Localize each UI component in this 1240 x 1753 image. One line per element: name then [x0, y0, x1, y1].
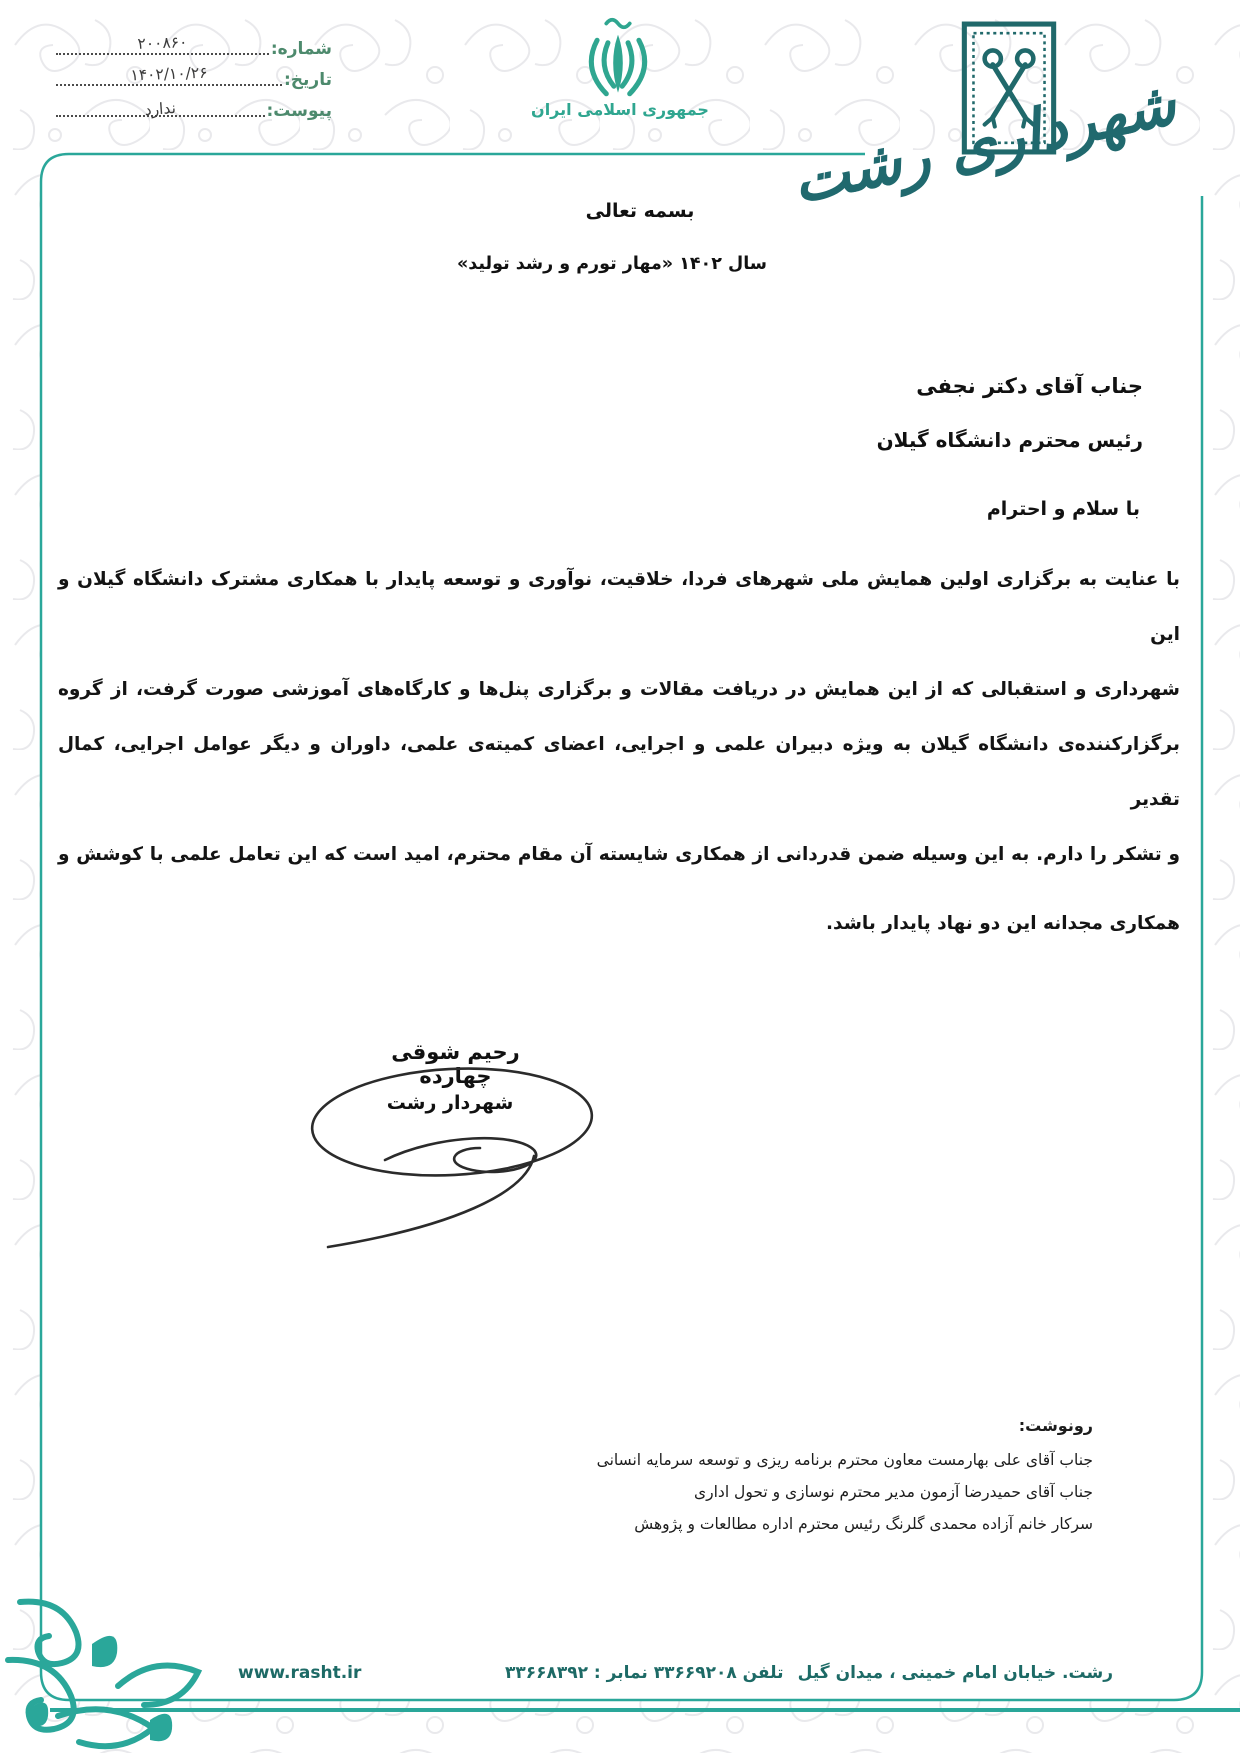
- recipient-name: جناب آقای دکتر نجفی: [916, 374, 1143, 398]
- reference-fields: [50, 28, 332, 121]
- body-line: و تشکر را دارم. به این وسیله ضمن قدردانی از همکاری شایسته آن مقام محترم، امید است که این تعامل علمی با کوشش و: [58, 844, 1180, 865]
- signature-scribble-icon: [300, 1062, 610, 1252]
- body-line: برگزارکننده‌ی دانشگاه گیلان به ویژه دبیران علمی و اجرایی، اعضای کمیته‌ی علمی، داوران و دیگر عوامل اجرایی، کمال تقدیر: [58, 734, 1180, 810]
- year-slogan: سال ۱۴۰۲ «مهار تورم و رشد تولید»: [457, 254, 767, 274]
- municipality-calligraphy: شهرداری رشت: [786, 68, 1182, 218]
- salutation: با سلام و احترام: [986, 498, 1140, 520]
- ref-attachment-dotted-line: [56, 97, 265, 120]
- ref-number-label: شماره:: [270, 39, 332, 59]
- corner-ornament-icon: [0, 1588, 235, 1753]
- cc-item: جناب آقای علی بهارمست معاون محترم برنامه ریزی و توسعه سرمایه انسانی: [596, 1451, 1093, 1469]
- besmele: بسمه تعالی: [585, 200, 695, 222]
- cc-block: [597, 1416, 1093, 1540]
- ref-date-row: [50, 59, 332, 90]
- recipient-title: رئیس محترم دانشگاه گیلان: [876, 428, 1143, 452]
- body-line: شهرداری و استقبالی که از این همایش در دریافت مقالات و برگزاری پنل‌ها و کارگاه‌های آموزشی صورت گرفت، از گروه: [58, 679, 1180, 700]
- letter-body: [58, 552, 1180, 951]
- ref-attachment-row: [50, 90, 332, 121]
- body-line: همکاری مجدانه این دو نهاد پایدار باشد.: [825, 913, 1180, 934]
- ref-number-value: ۲۰۰۸۶۰: [137, 33, 188, 53]
- iran-emblem-icon: [578, 16, 658, 112]
- signer-title: شهردار رشت: [386, 1092, 514, 1114]
- ref-date-label: تاریخ:: [284, 70, 332, 90]
- ref-date-value: ۱۴۰۲/۱۰/۲۶: [130, 63, 208, 85]
- ref-date-dotted-line: [56, 63, 282, 86]
- body-line: با عنایت به برگزاری اولین همایش ملی شهرهای فردا، خلاقیت، نوآوری و توسعه پایدار با همکاری مشترک دانشگاه گیلان و این: [58, 569, 1180, 645]
- cc-heading: رونوشت:: [1018, 1416, 1093, 1435]
- footer-phone: تلفن ۳۳۶۶۹۲۰۸ نمابر : ۳۳۶۶۸۳۹۲: [505, 1663, 784, 1683]
- cc-item: سرکار خانم آزاده محمدی گلرنگ رئیس محترم اداره مطالعات و پژوهش: [634, 1515, 1093, 1533]
- ref-number-dotted-line: [56, 35, 269, 55]
- ref-attachment-value: ندارد: [144, 98, 177, 120]
- ref-attachment-label: پیوست:: [266, 101, 332, 121]
- cc-item: جناب آقای حمیدرضا آزمون مدیر محترم نوسازی و تحول اداری: [694, 1483, 1093, 1501]
- ref-number-row: [50, 28, 332, 59]
- footer-address: رشت. خیابان امام خمینی ، میدان گیل: [797, 1663, 1113, 1683]
- footer-website: www.rasht.ir: [238, 1663, 362, 1683]
- signer-name: رحیم شوقی چهارده: [391, 1040, 520, 1088]
- republic-title: جمهوری اسلامی ایران: [531, 100, 709, 119]
